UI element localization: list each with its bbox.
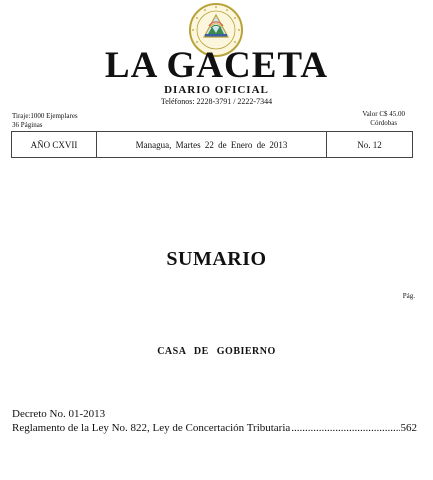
contents-entry[interactable] xyxy=(12,422,417,435)
phone-numbers: Teléfonos: 2228-3791 / 2222-7344 xyxy=(160,97,273,106)
entry-page: 562 xyxy=(400,422,417,434)
dot-leader xyxy=(291,422,399,435)
section-heading: CASA DE GOBIERNO xyxy=(157,346,276,357)
page-column-label: Pág. xyxy=(402,292,415,300)
newspaper-subtitle: DIARIO OFICIAL xyxy=(164,84,269,96)
issue-date: Managua, Martes 22 de Enero de 2013 xyxy=(97,132,327,157)
issue-number: No. 12 xyxy=(357,139,382,150)
entry-text: Reglamento de la Ley No. 822, Ley de Concertación Tributaria xyxy=(12,422,291,434)
issue-bar xyxy=(11,131,413,158)
currency: Córdobas xyxy=(370,119,398,127)
issue-year: AÑO CXVII xyxy=(12,132,97,157)
price: Valor C$ 45.00 xyxy=(362,110,405,118)
price-info xyxy=(362,110,405,128)
contents-heading: SUMARIO xyxy=(166,248,267,270)
print-run: Tiraje:1000 Ejemplares xyxy=(12,112,78,120)
page-count: 36 Páginas xyxy=(12,121,43,129)
print-info xyxy=(12,112,78,130)
decree-title: Decreto No. 01-2013 xyxy=(12,408,106,420)
newspaper-title: LA GACETA xyxy=(104,45,329,86)
